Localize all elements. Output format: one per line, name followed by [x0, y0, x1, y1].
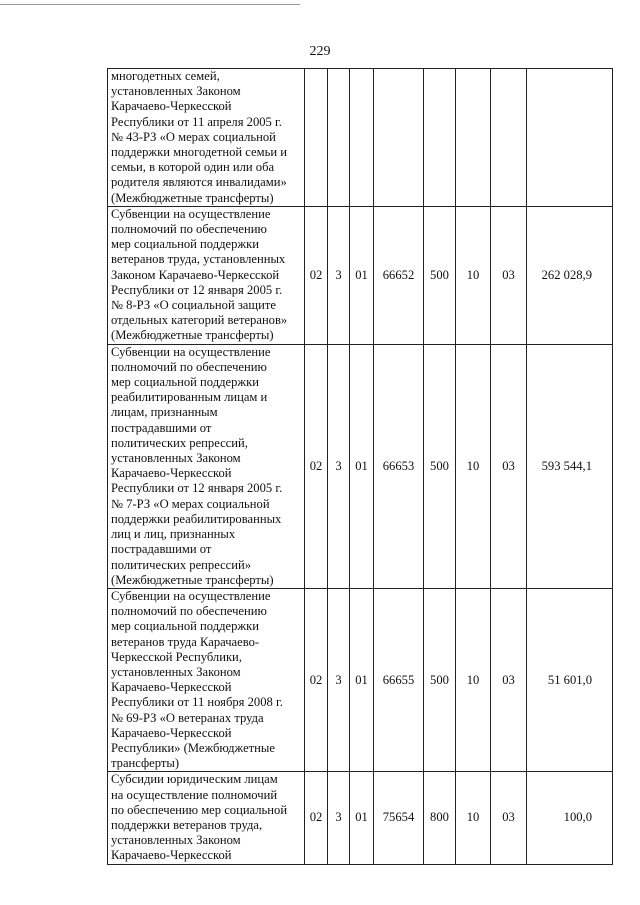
row-description: Субсидии юридическим лицам на осуществление полномочий по обеспечению мер социальной поддержки ветеранов труда, установленных Законом Карачаево-Черкесской: [108, 772, 305, 864]
budget-table: [107, 68, 613, 865]
code-cell: 01: [350, 772, 374, 864]
amount-cell: 593 544,1: [527, 344, 613, 588]
code-cell: 66655: [374, 588, 424, 771]
row-description: многодетных семей, установленных Законом Карачаево-Черкесской Республики от 11 апреля 2005 г. № 43-РЗ «О мерах социальной поддержки многодетной семьи и семьи, в которой один или оба родителя являются инвалидами» (Межбюджетные трансферты): [108, 69, 305, 207]
code-cell: 03: [491, 588, 527, 771]
code-cell: [350, 69, 374, 207]
table-row: [108, 588, 613, 771]
code-cell: [456, 69, 491, 207]
code-cell: 01: [350, 206, 374, 344]
amount-cell: [527, 69, 613, 207]
code-cell: 03: [491, 206, 527, 344]
code-cell: 01: [350, 344, 374, 588]
table-row: [108, 772, 613, 864]
code-cell: 10: [456, 206, 491, 344]
row-description: Субвенции на осуществление полномочий по обеспечению мер социальной поддержки ветеранов труда Карачаево- Черкесской Республики, установленных Законом Карачаево-Черкесской Республики от 11 ноября 2008 г. № 69-РЗ «О ветеранах труда Карачаево-Черкесской Республики» (Межбюджетные трансферты): [108, 588, 305, 771]
code-cell: [374, 69, 424, 207]
page-number: 229: [309, 44, 331, 59]
code-cell: 3: [328, 772, 350, 864]
code-cell: 10: [456, 772, 491, 864]
code-cell: 800: [424, 772, 456, 864]
code-cell: 66653: [374, 344, 424, 588]
code-cell: 01: [350, 588, 374, 771]
table-row: [108, 344, 613, 588]
amount-cell: 262 028,9: [527, 206, 613, 344]
code-cell: 66652: [374, 206, 424, 344]
code-cell: 3: [328, 344, 350, 588]
table-row: [108, 69, 613, 207]
row-description: Субвенции на осуществление полномочий по обеспечению мер социальной поддержки реабилитированным лицам и лицам, признанным пострадавшими от политических репрессий, установленных Законом Карачаево-Черкесской Республики от 12 января 2005 г. № 7-РЗ «О мерах социальной поддержки реабилитированных лиц и лиц, признанных пострадавшими от политических репрессий» (Межбюджетные трансферты): [108, 344, 305, 588]
code-cell: 3: [328, 206, 350, 344]
top-scan-rule: [0, 4, 300, 5]
code-cell: [491, 69, 527, 207]
code-cell: [328, 69, 350, 207]
code-cell: 02: [305, 772, 328, 864]
code-cell: 3: [328, 588, 350, 771]
amount-cell: 51 601,0: [527, 588, 613, 771]
code-cell: 03: [491, 772, 527, 864]
code-cell: 10: [456, 344, 491, 588]
table-row: [108, 206, 613, 344]
amount-cell: 100,0: [527, 772, 613, 864]
code-cell: 500: [424, 344, 456, 588]
code-cell: 03: [491, 344, 527, 588]
row-description: Субвенции на осуществление полномочий по обеспечению мер социальной поддержки ветеранов труда, установленных Законом Карачаево-Черкесской Республики от 12 января 2005 г. № 8-РЗ «О социальной защите отдельных категорий ветеранов» (Межбюджетные трансферты): [108, 206, 305, 344]
code-cell: 500: [424, 588, 456, 771]
code-cell: [305, 69, 328, 207]
code-cell: 02: [305, 206, 328, 344]
code-cell: 02: [305, 344, 328, 588]
code-cell: 10: [456, 588, 491, 771]
code-cell: 02: [305, 588, 328, 771]
code-cell: [424, 69, 456, 207]
code-cell: 500: [424, 206, 456, 344]
code-cell: 75654: [374, 772, 424, 864]
